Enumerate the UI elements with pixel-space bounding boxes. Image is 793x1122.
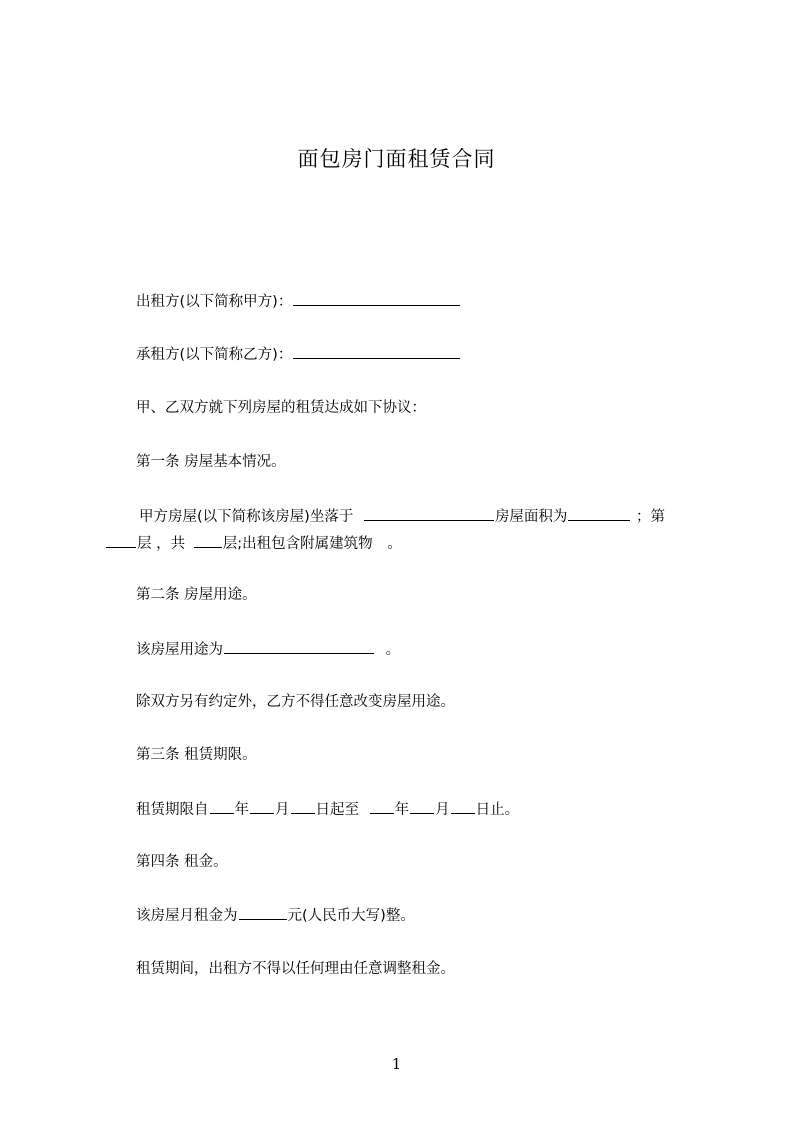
year-label: 年 bbox=[234, 802, 249, 818]
location-blank[interactable] bbox=[364, 506, 494, 521]
year-label: 年 bbox=[394, 802, 410, 818]
article-4-title: 第四条 租金。 bbox=[136, 854, 228, 870]
annex-end: 。 bbox=[387, 536, 402, 552]
lessee-label: 承租方(以下简称乙方)： bbox=[136, 347, 293, 363]
usage-end: 。 bbox=[385, 642, 401, 658]
start-year-blank[interactable] bbox=[210, 799, 234, 814]
area-label: 房屋面积为 bbox=[494, 509, 568, 525]
usage-label: 该房屋用途为 bbox=[136, 642, 223, 658]
rent-label: 该房屋月租金为 bbox=[136, 908, 238, 924]
lessor-label: 出租方(以下简称甲方)： bbox=[136, 294, 293, 310]
end-year-blank[interactable] bbox=[370, 799, 394, 814]
term-label: 租赁期限自 bbox=[136, 802, 209, 818]
total-floors-blank[interactable] bbox=[194, 533, 222, 548]
from-label: 日起至 bbox=[315, 802, 359, 818]
lessee-blank[interactable] bbox=[293, 344, 460, 359]
article-2-title: 第二条 房屋用途。 bbox=[136, 587, 257, 603]
location-label: 甲方房屋(以下简称该房屋)坐落于 bbox=[139, 509, 354, 525]
term-line bbox=[136, 799, 519, 820]
start-day-blank[interactable] bbox=[291, 799, 315, 814]
to-label: 日止。 bbox=[475, 802, 520, 818]
start-month-blank[interactable] bbox=[250, 799, 274, 814]
article-1-title: 第一条 房屋基本情况。 bbox=[136, 454, 286, 470]
area-blank[interactable] bbox=[568, 506, 630, 521]
annex-label: 层;出租包含附属建筑物 bbox=[222, 536, 373, 552]
lessor-line bbox=[136, 291, 461, 312]
usage-blank[interactable] bbox=[224, 639, 374, 654]
floor-label: ；第 bbox=[636, 509, 666, 525]
intro-line: 甲、乙双方就下列房屋的租赁达成如下协议： bbox=[136, 400, 426, 416]
rent-blank[interactable] bbox=[239, 905, 287, 920]
lessor-blank[interactable] bbox=[293, 291, 460, 306]
lessee-line bbox=[136, 344, 461, 365]
usage-restriction: 除双方另有约定外，乙方不得任意改变房屋用途。 bbox=[136, 694, 455, 710]
end-day-blank[interactable] bbox=[451, 799, 475, 814]
page-title: 面包房门面租赁合同 bbox=[297, 147, 496, 171]
rent-currency: 元(人民币大写)整。 bbox=[287, 908, 415, 924]
article-3-title: 第三条 租赁期限。 bbox=[136, 747, 257, 763]
article-1-line-1 bbox=[139, 506, 665, 527]
article-1-line-2 bbox=[105, 533, 402, 554]
total-floors-label: 层 ，共 bbox=[137, 536, 186, 552]
rent-adjust-clause: 租赁期间，出租方不得以任何理由任意调整租金。 bbox=[136, 961, 455, 977]
month-label: 月 bbox=[275, 802, 290, 818]
usage-line bbox=[136, 639, 400, 660]
page-number: 1 bbox=[391, 1055, 402, 1073]
end-month-blank[interactable] bbox=[410, 799, 434, 814]
floor-blank[interactable] bbox=[106, 533, 136, 548]
month-label: 月 bbox=[435, 802, 450, 818]
rent-line bbox=[136, 905, 415, 926]
